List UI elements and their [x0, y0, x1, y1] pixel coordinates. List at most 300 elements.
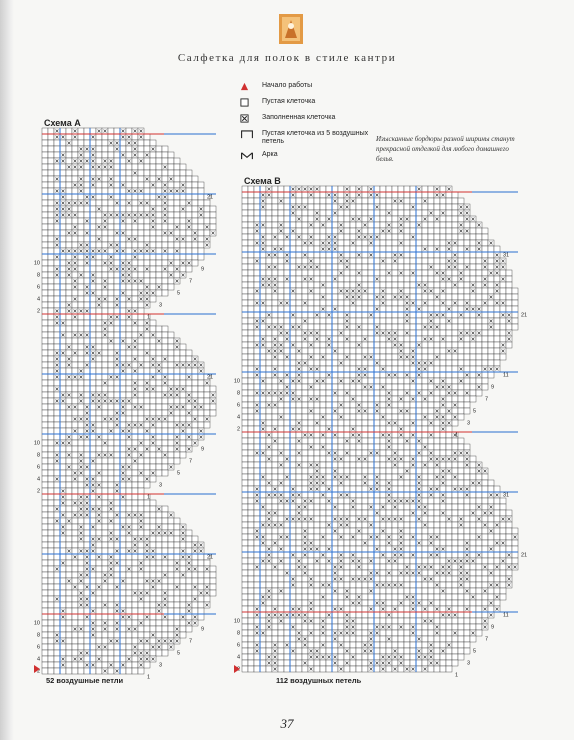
grid-cell: [144, 626, 150, 632]
grid-cell: [332, 324, 338, 330]
grid-cell: [48, 644, 54, 650]
grid-cell: [174, 536, 180, 542]
grid-cell: [150, 200, 156, 206]
grid-cell: [84, 398, 90, 404]
grid-cell: [150, 524, 156, 530]
grid-cell: [54, 344, 60, 350]
grid-cell: [66, 242, 72, 248]
grid-cell: [54, 572, 60, 578]
grid-cell: [60, 230, 66, 236]
grid-cell: [320, 390, 326, 396]
grid-cell: [150, 458, 156, 464]
grid-cell: [150, 194, 156, 200]
grid-cell: [132, 620, 138, 626]
grid-cell: [494, 330, 500, 336]
grid-cell: [260, 354, 266, 360]
grid-cell: [464, 354, 470, 360]
grid-cell: [138, 386, 144, 392]
grid-cell: [150, 560, 156, 566]
grid-cell: [132, 134, 138, 140]
row-number: 21: [207, 194, 214, 201]
grid-cell: [48, 248, 54, 254]
grid-cell: [78, 668, 84, 674]
grid-cell: [54, 512, 60, 518]
grid-cell: [506, 306, 512, 312]
grid-cell: [150, 614, 156, 620]
grid-cell: [350, 324, 356, 330]
grid-cell: [138, 350, 144, 356]
grid-cell: [138, 482, 144, 488]
grid-cell: [272, 408, 278, 414]
grid-cell: [380, 252, 386, 258]
grid-cell: [266, 234, 272, 240]
grid-cell: [108, 470, 114, 476]
grid-cell: [114, 434, 120, 440]
grid-cell: [180, 632, 186, 638]
grid-cell: [66, 476, 72, 482]
grid-cell: [126, 584, 132, 590]
grid-cell: [126, 350, 132, 356]
grid-cell: [470, 252, 476, 258]
grid-cell: [48, 236, 54, 242]
grid-cell: [156, 380, 162, 386]
grid-cell: [380, 324, 386, 330]
grid-cell: [374, 216, 380, 222]
grid-cell: [114, 494, 120, 500]
grid-cell: [54, 278, 60, 284]
grid-cell: [150, 296, 156, 302]
grid-cell: [156, 434, 162, 440]
grid-cell: [320, 276, 326, 282]
grid-cell: [138, 608, 144, 614]
grid-cell: [368, 366, 374, 372]
grid-cell: [102, 638, 108, 644]
grid-cell: [192, 368, 198, 374]
grid-cell: [84, 170, 90, 176]
grid-cell: [126, 242, 132, 248]
grid-cell: [42, 620, 48, 626]
grid-cell: [108, 668, 114, 674]
grid-cell: [54, 578, 60, 584]
grid-cell: [368, 204, 374, 210]
grid-cell: [180, 620, 186, 626]
grid-cell: [248, 348, 254, 354]
grid-cell: [344, 252, 350, 258]
grid-cell: [470, 258, 476, 264]
grid-cell: [54, 590, 60, 596]
grid-cell: [284, 402, 290, 408]
grid-cell: [120, 254, 126, 260]
grid-cell: [326, 258, 332, 264]
grid-cell: [60, 176, 66, 182]
grid-cell: [174, 194, 180, 200]
grid-cell: [476, 360, 482, 366]
grid-cell: [452, 324, 458, 330]
grid-cell: [180, 626, 186, 632]
grid-cell: [84, 152, 90, 158]
grid-cell: [84, 488, 90, 494]
grid-cell: [48, 446, 54, 452]
grid-cell: [174, 524, 180, 530]
grid-cell: [440, 222, 446, 228]
grid-cell: [446, 294, 452, 300]
grid-cell: [162, 344, 168, 350]
grid-cell: [108, 464, 114, 470]
grid-cell: [332, 228, 338, 234]
grid-cell: [60, 380, 66, 386]
grid-cell: [168, 194, 174, 200]
grid-cell: [374, 396, 380, 402]
grid-cell: [90, 518, 96, 524]
grid-cell: [150, 326, 156, 332]
grid-cell: [386, 324, 392, 330]
grid-cell: [476, 336, 482, 342]
grid-cell: [198, 596, 204, 602]
grid-cell: [138, 266, 144, 272]
grid-cell: [150, 188, 156, 194]
grid-cell: [350, 192, 356, 198]
grid-cell: [260, 408, 266, 414]
grid-cell: [380, 396, 386, 402]
grid-cell: [48, 554, 54, 560]
grid-cell: [78, 446, 84, 452]
grid-cell: [144, 608, 150, 614]
grid-cell: [422, 252, 428, 258]
grid-cell: [72, 458, 78, 464]
grid-cell: [284, 288, 290, 294]
grid-cell: [66, 488, 72, 494]
grid-cell: [434, 300, 440, 306]
grid-cell: [84, 212, 90, 218]
grid-cell: [42, 638, 48, 644]
grid-cell: [120, 308, 126, 314]
grid-cell: [500, 354, 506, 360]
grid-cell: [162, 350, 168, 356]
grid-cell: [410, 288, 416, 294]
grid-cell: [428, 294, 434, 300]
grid-cell: [54, 620, 60, 626]
grid-cell: [248, 312, 254, 318]
grid-cell: [138, 254, 144, 260]
grid-cell: [458, 402, 464, 408]
grid-cell: [204, 560, 210, 566]
grid-cell: [126, 248, 132, 254]
grid-cell: [60, 572, 66, 578]
grid-cell: [72, 320, 78, 326]
grid-cell: [326, 264, 332, 270]
grid-cell: [60, 602, 66, 608]
grid-cell: [180, 560, 186, 566]
grid-cell: [446, 396, 452, 402]
grid-cell: [404, 366, 410, 372]
grid-cell: [54, 560, 60, 566]
grid-cell: [156, 632, 162, 638]
grid-cell: [254, 276, 260, 282]
grid-cell: [72, 152, 78, 158]
grid-cell: [78, 314, 84, 320]
grid-cell: [338, 198, 344, 204]
grid-cell: [96, 326, 102, 332]
grid-cell: [198, 578, 204, 584]
grid-cell: [404, 402, 410, 408]
grid-cell: [78, 638, 84, 644]
grid-cell: [42, 188, 48, 194]
grid-cell: [368, 318, 374, 324]
grid-cell: [96, 374, 102, 380]
grid-cell: [42, 230, 48, 236]
grid-cell: [350, 354, 356, 360]
grid-cell: [102, 404, 108, 410]
grid-cell: [96, 386, 102, 392]
grid-cell: [168, 596, 174, 602]
grid-cell: [434, 252, 440, 258]
grid-cell: [174, 620, 180, 626]
grid-cell: [138, 398, 144, 404]
grid-cell: [108, 392, 114, 398]
grid-cell: [132, 608, 138, 614]
grid-cell: [416, 192, 422, 198]
chart-a-label: Схема A: [44, 118, 81, 128]
grid-cell: [242, 408, 248, 414]
grid-cell: [60, 386, 66, 392]
grid-cell: [338, 264, 344, 270]
grid-cell: [404, 378, 410, 384]
grid-cell: [356, 390, 362, 396]
grid-cell: [374, 198, 380, 204]
grid-cell: [470, 390, 476, 396]
row-number: 2: [36, 308, 40, 315]
grid-cell: [138, 368, 144, 374]
grid-cell: [42, 374, 48, 380]
grid-cell: [458, 288, 464, 294]
grid-cell: [66, 194, 72, 200]
grid-cell: [90, 644, 96, 650]
grid-cell: [114, 452, 120, 458]
grid-cell: [78, 236, 84, 242]
grid-cell: [242, 294, 248, 300]
grid-cell: [344, 246, 350, 252]
grid-cell: [482, 330, 488, 336]
grid-cell: [446, 378, 452, 384]
grid-cell: [488, 330, 494, 336]
row-number: 8: [36, 272, 40, 279]
grid-cell: [42, 626, 48, 632]
grid-cell: [54, 548, 60, 554]
grid-cell: [192, 188, 198, 194]
grid-cell: [314, 342, 320, 348]
grid-cell: [296, 390, 302, 396]
grid-cell: [284, 318, 290, 324]
grid-cell: [332, 282, 338, 288]
grid-cell: [120, 644, 126, 650]
row-number: 5: [177, 470, 181, 477]
grid-cell: [66, 560, 72, 566]
grid-cell: [126, 488, 132, 494]
grid-cell: [162, 290, 168, 296]
grid-cell: [126, 194, 132, 200]
grid-cell: [96, 242, 102, 248]
grid-cell: [162, 386, 168, 392]
grid-cell: [90, 656, 96, 662]
grid-cell: [374, 384, 380, 390]
row-number: 2: [36, 488, 40, 495]
grid-cell: [156, 440, 162, 446]
grid-cell: [410, 336, 416, 342]
grid-cell: [132, 314, 138, 320]
grid-cell: [42, 308, 48, 314]
grid-cell: [428, 204, 434, 210]
grid-cell: [482, 246, 488, 252]
grid-cell: [72, 650, 78, 656]
grid-cell: [96, 638, 102, 644]
grid-cell: [192, 242, 198, 248]
grid-cell: [96, 458, 102, 464]
grid-cell: [248, 264, 254, 270]
grid-cell: [254, 384, 260, 390]
grid-cell: [332, 330, 338, 336]
grid-cell: [132, 290, 138, 296]
grid-cell: [126, 338, 132, 344]
grid-cell: [126, 632, 132, 638]
grid-cell: [254, 312, 260, 318]
grid-cell: [386, 342, 392, 348]
grid-cell: [434, 210, 440, 216]
grid-cell: [422, 318, 428, 324]
grid-cell: [422, 210, 428, 216]
grid-cell: [380, 282, 386, 288]
grid-cell: [162, 326, 168, 332]
grid-cell: [320, 318, 326, 324]
grid-cell: [48, 176, 54, 182]
grid-cell: [138, 458, 144, 464]
grid-cell: [248, 408, 254, 414]
grid-cell: [470, 246, 476, 252]
grid-cell: [290, 330, 296, 336]
grid-cell: [126, 572, 132, 578]
grid-cell: [192, 386, 198, 392]
grid-cell: [126, 650, 132, 656]
grid-cell: [114, 128, 120, 134]
grid-cell: [60, 668, 66, 674]
grid-cell: [260, 384, 266, 390]
grid-cell: [488, 252, 494, 258]
grid-cell: [66, 506, 72, 512]
grid-cell: [344, 402, 350, 408]
row-number: 10: [33, 260, 40, 267]
grid-cell: [120, 506, 126, 512]
grid-cell: [66, 386, 72, 392]
grid-cell: [350, 306, 356, 312]
grid-cell: [48, 416, 54, 422]
grid-cell: [132, 326, 138, 332]
grid-cell: [114, 476, 120, 482]
grid-cell: [464, 366, 470, 372]
grid-cell: [242, 390, 248, 396]
grid-cell: [66, 410, 72, 416]
grid-cell: [174, 218, 180, 224]
grid-cell: [66, 350, 72, 356]
grid-cell: [272, 210, 278, 216]
grid-cell: [476, 228, 482, 234]
grid-cell: [126, 638, 132, 644]
grid-cell: [446, 282, 452, 288]
grid-cell: [204, 572, 210, 578]
grid-cell: [326, 282, 332, 288]
grid-cell: [192, 554, 198, 560]
grid-cell: [242, 318, 248, 324]
grid-cell: [42, 422, 48, 428]
grid-cell: [410, 312, 416, 318]
grid-cell: [54, 662, 60, 668]
grid-cell: [108, 608, 114, 614]
grid-cell: [48, 452, 54, 458]
grid-cell: [446, 330, 452, 336]
grid-cell: [260, 312, 266, 318]
grid-cell: [66, 650, 72, 656]
grid-cell: [440, 330, 446, 336]
grid-cell: [48, 464, 54, 470]
grid-cell: [90, 554, 96, 560]
grid-cell: [48, 356, 54, 362]
grid-cell: [204, 422, 210, 428]
grid-cell: [410, 228, 416, 234]
grid-cell: [296, 300, 302, 306]
grid-cell: [392, 360, 398, 366]
grid-cell: [314, 252, 320, 258]
grid-cell: [434, 222, 440, 228]
grid-cell: [332, 204, 338, 210]
grid-cell: [326, 306, 332, 312]
grid-cell: [242, 330, 248, 336]
grid-cell: [162, 518, 168, 524]
grid-cell: [260, 330, 266, 336]
grid-cell: [42, 512, 48, 518]
grid-cell: [488, 306, 494, 312]
grid-cell: [132, 572, 138, 578]
grid-cell: [278, 216, 284, 222]
grid-cell: [204, 386, 210, 392]
grid-cell: [338, 336, 344, 342]
grid-cell: [192, 578, 198, 584]
grid-cell: [174, 608, 180, 614]
grid-cell: [302, 378, 308, 384]
grid-cell: [362, 318, 368, 324]
grid-cell: [174, 158, 180, 164]
grid-cell: [452, 204, 458, 210]
grid-cell: [66, 290, 72, 296]
grid-cell: [90, 434, 96, 440]
grid-cell: [192, 212, 198, 218]
grid-cell: [72, 644, 78, 650]
grid-cell: [210, 386, 216, 392]
grid-cell: [60, 224, 66, 230]
grid-cell: [416, 354, 422, 360]
grid-cell: [392, 348, 398, 354]
grid-cell: [284, 264, 290, 270]
grid-cell: [84, 182, 90, 188]
grid-cell: [54, 338, 60, 344]
grid-cell: [156, 572, 162, 578]
grid-cell: [78, 488, 84, 494]
grid-cell: [42, 302, 48, 308]
grid-cell: [278, 408, 284, 414]
grid-cell: [410, 192, 416, 198]
grid-cell: [126, 620, 132, 626]
grid-cell: [186, 242, 192, 248]
grid-cell: [374, 240, 380, 246]
grid-cell: [108, 284, 114, 290]
grid-cell: [422, 348, 428, 354]
